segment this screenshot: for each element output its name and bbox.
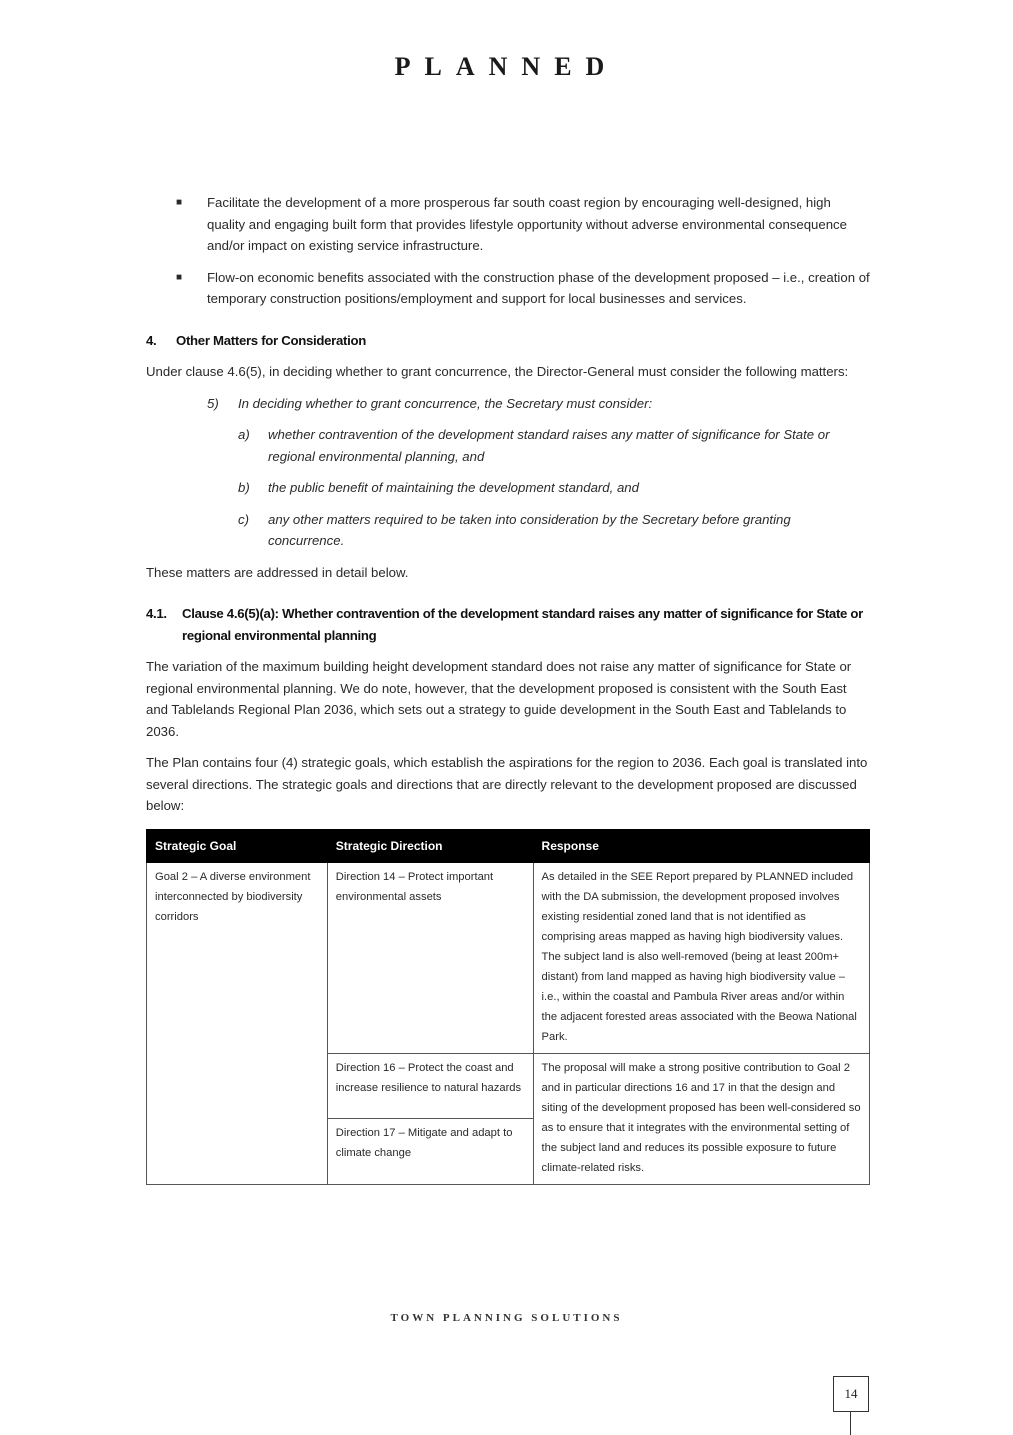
- strategic-goals-table: [146, 829, 870, 1185]
- direction-cell: Direction 17 – Mitigate and adapt to climate change: [327, 1119, 533, 1185]
- section-title: Other Matters for Consideration: [176, 332, 367, 348]
- response-cell: As detailed in the SEE Report prepared by PLANNED included with the DA submission, the development proposed involves existing residential zoned land that is not identified as comprising areas mapped as having high biodiversity values. The subject land is also well-removed (being at least 200m+ distant) from land mapped as having high biodiversity value – i.e., within the coastal and Pambula River areas and/or within the adjacent forested areas associated with the Beowa National Park.: [533, 862, 869, 1053]
- direction-cell: Direction 14 – Protect important environmental assets: [327, 862, 533, 1053]
- section-4-1-para-1: The variation of the maximum building height development standard does not raise any matter of significance for State or regional environmental planning. We do note, however, that the development proposed is consistent with the South East and Tablelands Regional Plan 2036, which sets out a strategy to guide development in the South East and Tablelands to 2036.: [146, 659, 852, 739]
- list-item: [146, 267, 870, 310]
- section-number: 4.1.: [146, 606, 167, 621]
- clause-quote: [146, 393, 870, 552]
- column-header: Response: [533, 829, 869, 862]
- bullet-icon: ■: [176, 197, 183, 208]
- bullet-text: Flow-on economic benefits associated with the construction phase of the development proposed – i.e., creation of temporary construction positions/employment and support for local businesses and services.: [207, 269, 870, 306]
- section-number: 4.: [146, 332, 157, 348]
- direction-cell: Direction 16 – Protect the coast and increase resilience to natural hazards: [327, 1053, 533, 1119]
- header-brand: PLANNED: [394, 52, 619, 81]
- footer-brand: TOWN PLANNING SOLUTIONS: [390, 1312, 623, 1324]
- section-4-heading: [146, 330, 870, 352]
- goal-cell: Goal 2 – A diverse environment interconnected by biodiversity corridors: [147, 862, 328, 1184]
- response-cell: The proposal will make a strong positive contribution to Goal 2 and in particular directions 16 and 17 in that the design and siting of the development proposed has been well-considered so as to ensure that it integrates with the environmental setting of the subject land and reduces its possible exposure to future climate-related risks.: [533, 1053, 869, 1184]
- subitem-label: c): [238, 511, 249, 527]
- quote-subitem: [146, 509, 870, 552]
- quote-subitem: [146, 477, 870, 499]
- clause-text: In deciding whether to grant concurrence, the Secretary must consider:: [238, 395, 653, 411]
- bullet-list: [146, 192, 870, 310]
- table-header-row: [147, 829, 870, 862]
- section-4-1-heading: [146, 603, 870, 646]
- subitem-text: whether contravention of the development standard raises any matter of significance for State or regional environmental planning, and: [268, 427, 830, 464]
- bullet-text: Facilitate the development of a more prosperous far south coast region by encouraging well-designed, high quality and engaging built form that provides lifestyle opportunity without adverse environmental consequence and/or impact on existing service infrastructure.: [207, 195, 847, 253]
- section-4-closing: These matters are addressed in detail below.: [146, 564, 409, 580]
- subitem-label: b): [238, 480, 250, 495]
- page-number-stem: [850, 1412, 851, 1435]
- subitem-text: any other matters required to be taken into consideration by the Secretary before granting concurrence.: [268, 511, 791, 548]
- bullet-icon: ■: [176, 271, 183, 283]
- page-number: 14: [833, 1376, 869, 1412]
- section-4-intro: Under clause 4.6(5), in deciding whether to grant concurrence, the Director-General must consider the following matters:: [146, 364, 849, 379]
- quote-clause: [146, 393, 870, 415]
- subitem-text: the public benefit of maintaining the development standard, and: [268, 480, 639, 495]
- table-row: [147, 862, 870, 1053]
- subitem-label: a): [238, 427, 250, 442]
- page-content: [146, 192, 870, 1185]
- clause-label: 5): [207, 395, 219, 411]
- section-title: Clause 4.6(5)(a): Whether contravention of the development standard raises any matter of significance for State or regional environmental planning: [182, 606, 864, 643]
- column-header: Strategic Goal: [147, 829, 328, 862]
- list-item: [146, 192, 870, 257]
- quote-subitem: [146, 424, 870, 467]
- column-header: Strategic Direction: [327, 829, 533, 862]
- section-4-1-para-2: The Plan contains four (4) strategic goals, which establish the aspirations for the region to 2036. Each goal is translated into several directions. The strategic goals and directions that are directly relevant to the development proposed are discussed below:: [146, 755, 868, 813]
